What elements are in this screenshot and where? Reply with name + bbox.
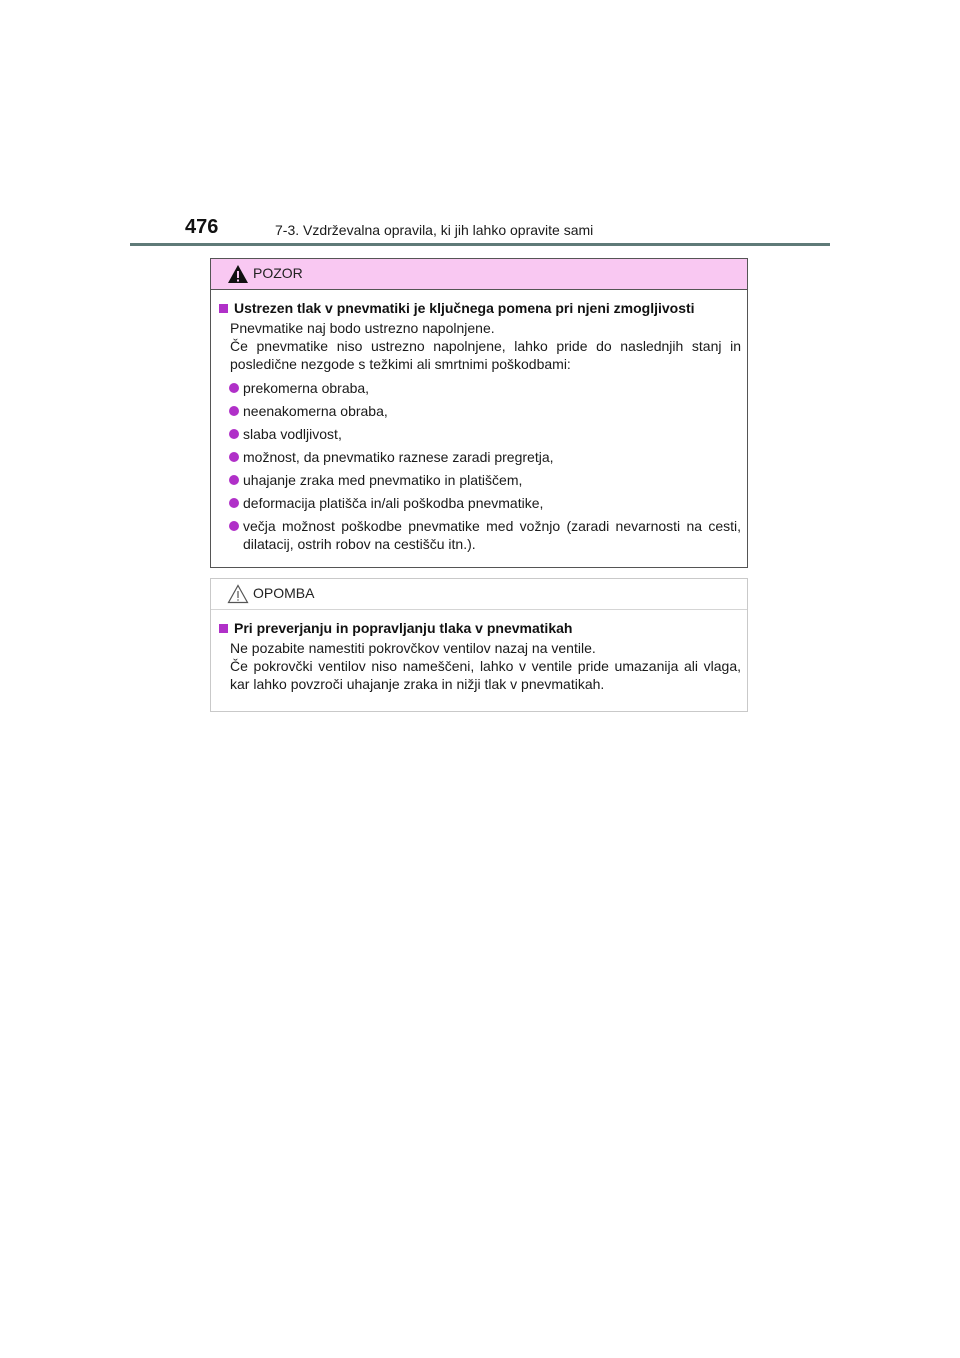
round-bullet-icon [229, 406, 239, 416]
caution-box [210, 258, 748, 568]
caution-header [211, 259, 747, 290]
round-bullet-icon [229, 429, 239, 439]
caution-list [219, 379, 741, 553]
list-item: možnost, da pnevmatiko raznese zaradi pregretja, [229, 448, 741, 466]
list-item: neenakomerna obraba, [229, 402, 741, 420]
note-subheading-text: Pri preverjanju in popravljanju tlaka v pnevmatikah [234, 620, 573, 636]
header-rule [130, 243, 830, 246]
round-bullet-icon [229, 521, 239, 531]
note-label: OPOMBA [253, 585, 315, 601]
round-bullet-icon [229, 452, 239, 462]
caution-paragraph-2: Če pnevmatike niso ustrezno napolnjene, lahko pride do naslednjih stanj in posledične nezgode s težkimi ali smrtnimi poškodbami: [230, 338, 741, 372]
caution-body [211, 290, 747, 553]
warning-triangle-outline-icon [227, 584, 249, 604]
round-bullet-icon [229, 383, 239, 393]
list-item: deformacija platišča in/ali poškodba pnevmatike, [229, 494, 741, 512]
note-paragraph-2: Če pokrovčki ventilov niso nameščeni, lahko v ventile pride umazanija ali vlaga, kar lahko povzroči uhajanje zraka in nižji tlak v pnevmatikah. [230, 658, 741, 692]
list-item: slaba vodljivost, [229, 425, 741, 443]
note-body [211, 610, 747, 693]
note-header [211, 579, 747, 610]
caution-paragraph-1: Pnevmatike naj bodo ustrezno napolnjene. [230, 320, 495, 336]
page-header [130, 212, 830, 246]
caution-subheading [219, 299, 741, 317]
caution-label: POZOR [253, 265, 303, 281]
warning-triangle-filled-icon [227, 264, 249, 284]
list-item: prekomerna obraba, [229, 379, 741, 397]
note-box [210, 578, 748, 712]
list-item: večja možnost poškodbe pnevmatike med vožnjo (zaradi nevarnosti na cesti, dilatacij, ostrih robov na cestišču itn.). [229, 517, 741, 553]
round-bullet-icon [229, 498, 239, 508]
caution-subheading-text: Ustrezen tlak v pnevmatiki je ključnega pomena pri njeni zmogljivosti [234, 300, 695, 316]
square-bullet-icon [219, 624, 228, 633]
section-title: 7-3. Vzdrževalna opravila, ki jih lahko opravite sami [275, 222, 594, 238]
round-bullet-icon [229, 475, 239, 485]
list-item: uhajanje zraka med pnevmatiko in platiščem, [229, 471, 741, 489]
note-paragraph-1: Ne pozabite namestiti pokrovčkov ventilov nazaj na ventile. [230, 640, 596, 656]
square-bullet-icon [219, 304, 228, 313]
note-subheading [219, 619, 741, 637]
page-number: 476 [185, 216, 219, 238]
